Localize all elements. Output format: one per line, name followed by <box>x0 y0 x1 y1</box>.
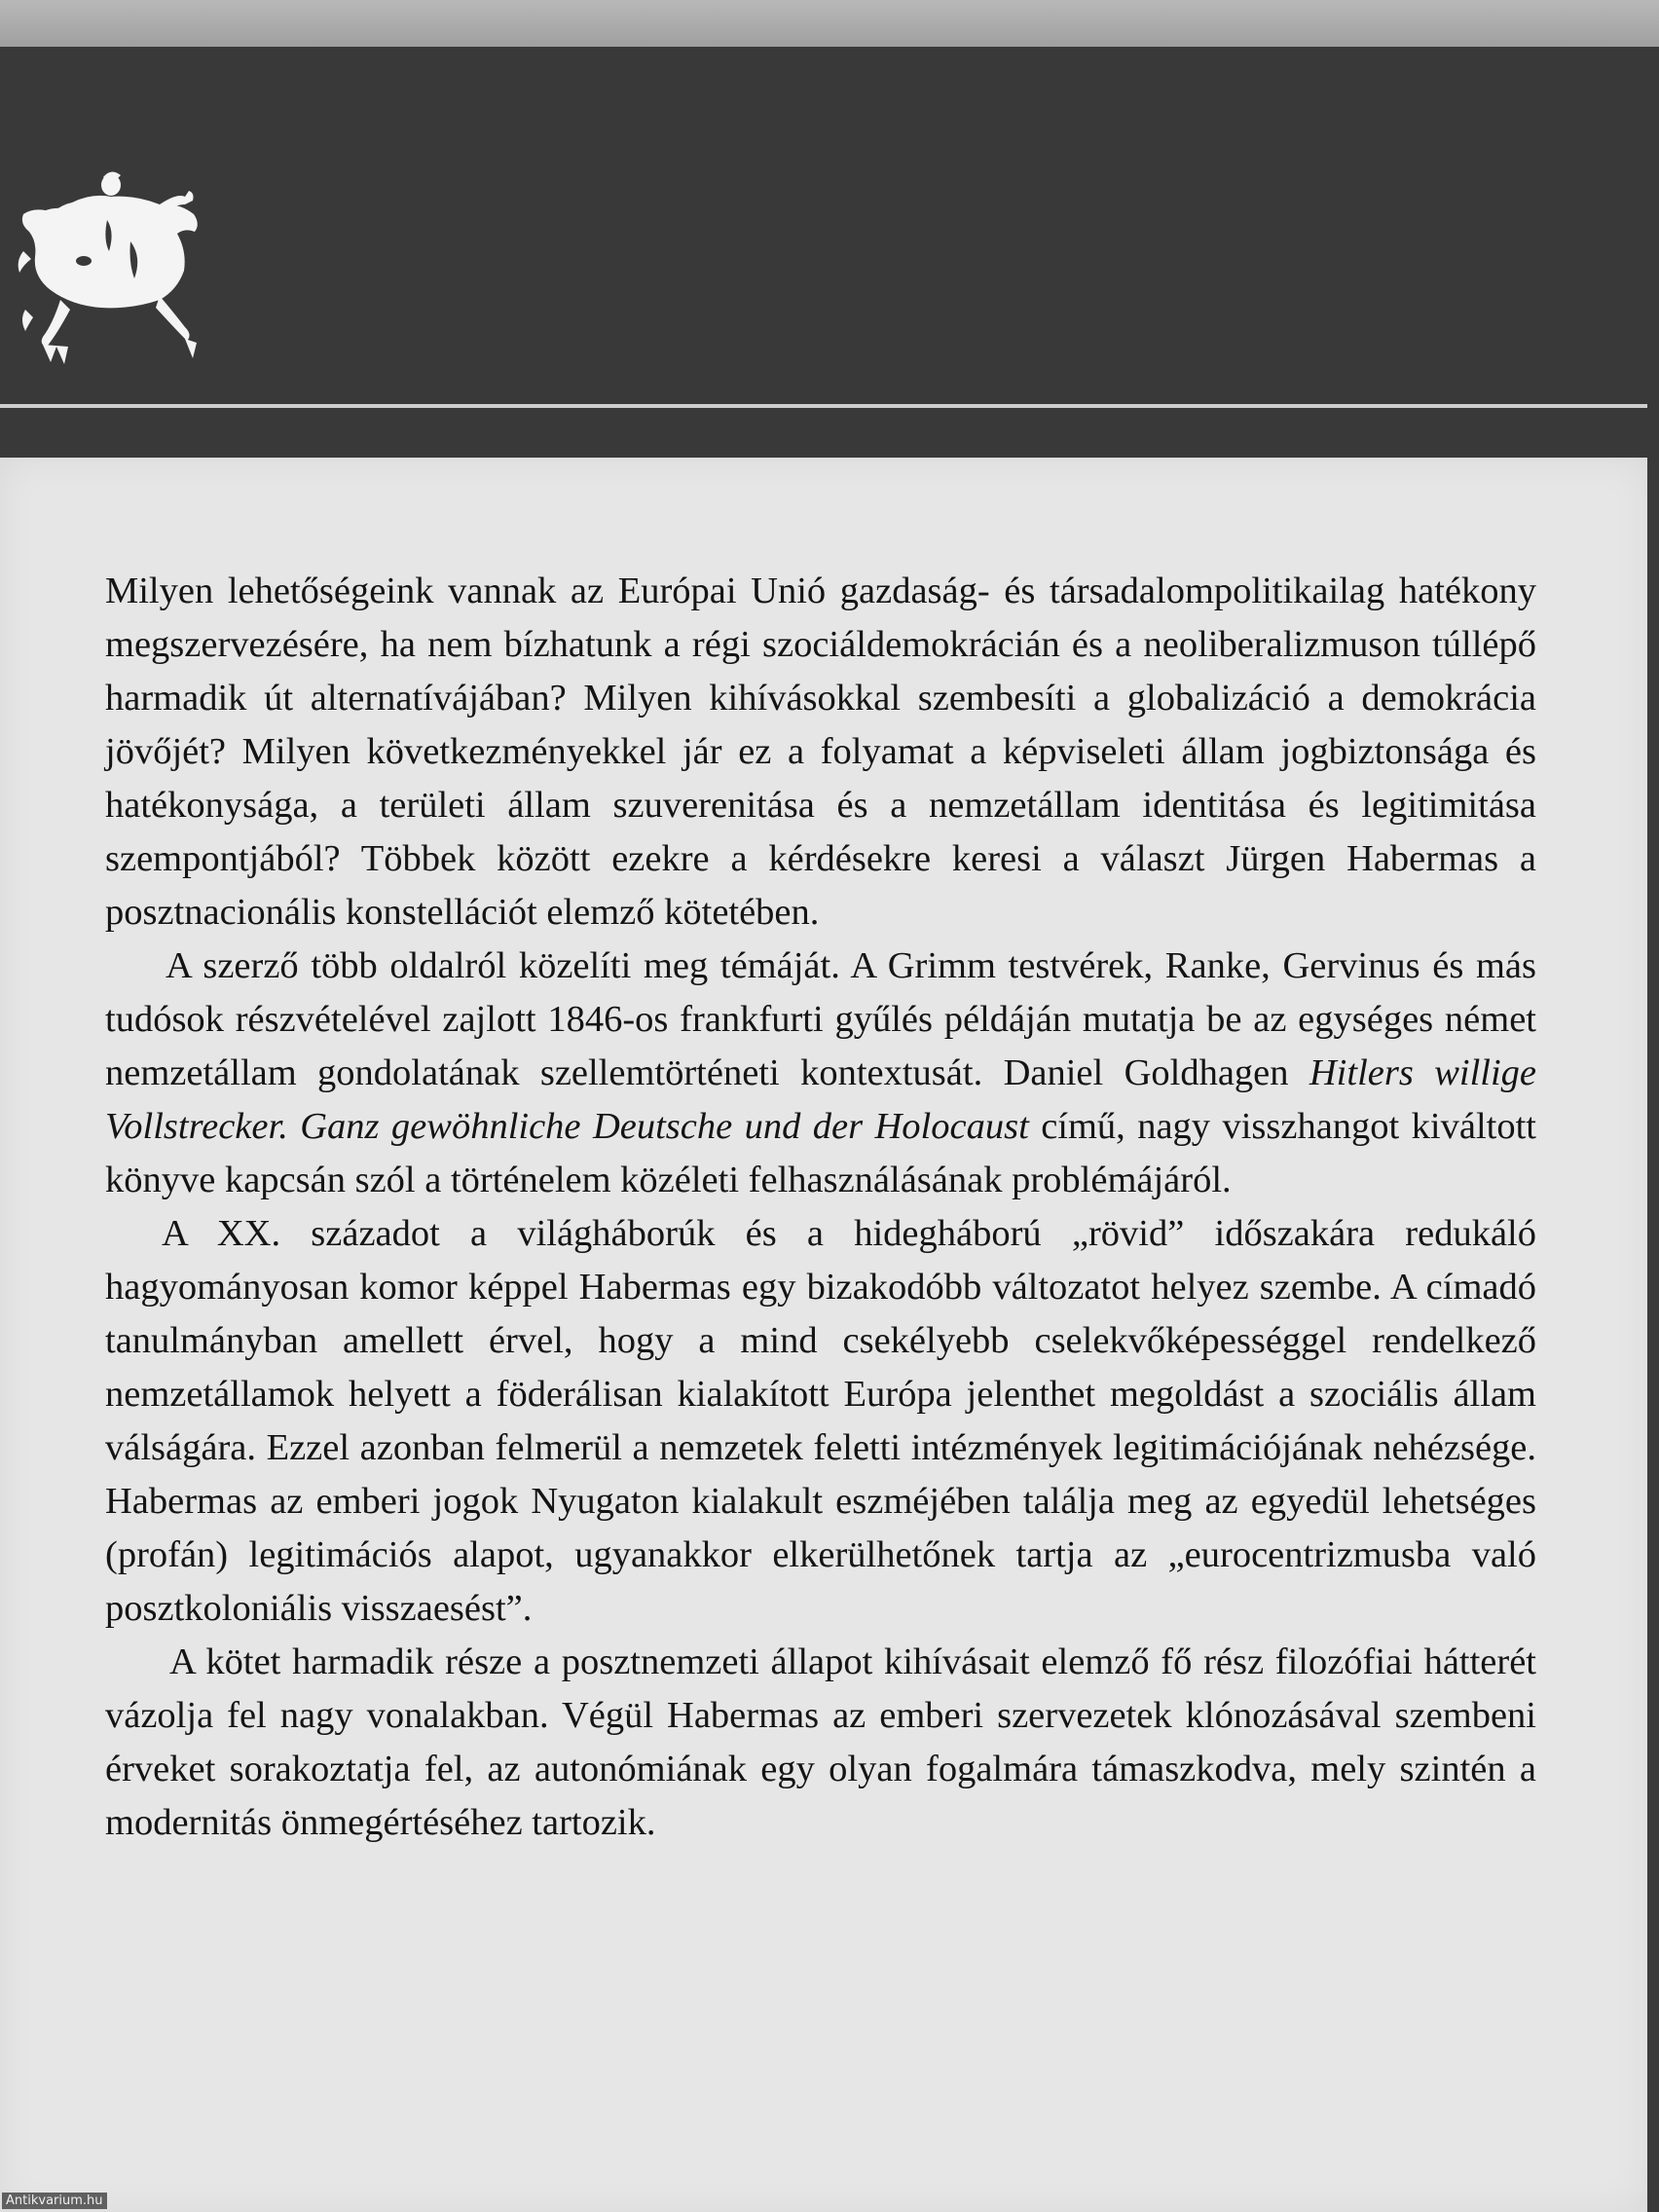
book-title: Hitlers willige Vollstrecker. Ganz gewöhnliche Deutsche und der Holocaust <box>105 1052 1536 1147</box>
paragraph-4: A kötet harmadik része a posztnemzeti állapot kihívásait elemző fő rész filozófiai hátterét vázolja fel nagy vonalakban. Végül Habermas az emberi szervezetek klónozásával szembeni érveket sorakoztatja fel, az autonómiának egy olyan fogalmára támaszkodva, mely szintén a modernitás önmegértéséhez tartozik. <box>105 1641 1536 1843</box>
paragraph-2-before: A szerző több oldalról közelíti meg témáját. A Grimm testvérek, Ranke, Gervinus és más tudósok részvételével zajlott 1846-os frankfurti gyűlés példáján mutatja be az egységes német nemzetállam gondolatának szellemtörténeti kontextusát. Daniel Goldhagen <box>105 945 1536 1093</box>
blurb-text <box>105 565 1536 1850</box>
paragraph-2-after: című, nagy visszhangot kiváltott könyve kapcsán szól a történelem közéleti felhasználásának problémájáról. <box>105 1106 1536 1200</box>
watermark: Antikvarium.hu <box>2 2193 107 2209</box>
header-divider-rule <box>0 404 1647 408</box>
paragraph-2 <box>105 940 1536 1207</box>
cover-header-band <box>0 47 1659 461</box>
classical-figure-emblem-icon <box>14 164 208 368</box>
paragraph-3: A XX. századot a világháborúk és a hidegháború „rövid” időszakára redukáló hagyományosan komor képpel Habermas egy bizakodóbb változatot helyez szembe. A címadó tanulmányban amellett érvel, hogy a mind csekélyebb cselekvőképességgel rendelkező nemzetállamok helyett a föderálisan kialakított Európa jelenthet megoldást a szociális állam válságára. Ezzel azonban felmerül a nemzetek feletti intézmények legitimációjának nehézsége. Habermas az emberi jogok Nyugaton kialakult eszméjében találja meg az egyedül lehetséges (profán) legitimációs alapot, ugyanakkor elkerülhetőnek tartja az „eurocentrizmusba való posztkoloniális visszaesést”. <box>105 1213 1536 1629</box>
paragraph-1: Milyen lehetőségeink vannak az Európai Unió gazdaság- és társadalompolitikailag hatékony megszervezésére, ha nem bízhatunk a régi szociáldemokrácián és a neoliberalizmuson túllépő harmadik út alternatívájában? Milyen kihívásokkal szembesíti a globalizáció a demokrácia jövőjét? Milyen következményekkel jár ez a folyamat a képviseleti állam jogbiztonsága és hatékonysága, a területi állam szuverenitása és a nemzetállam identitása és legitimitása szempontjából? Többek között ezekre a kérdésekre keresi a választ Jürgen Habermas a posztnacionális konstellációt elemző kötetében. <box>105 571 1536 933</box>
